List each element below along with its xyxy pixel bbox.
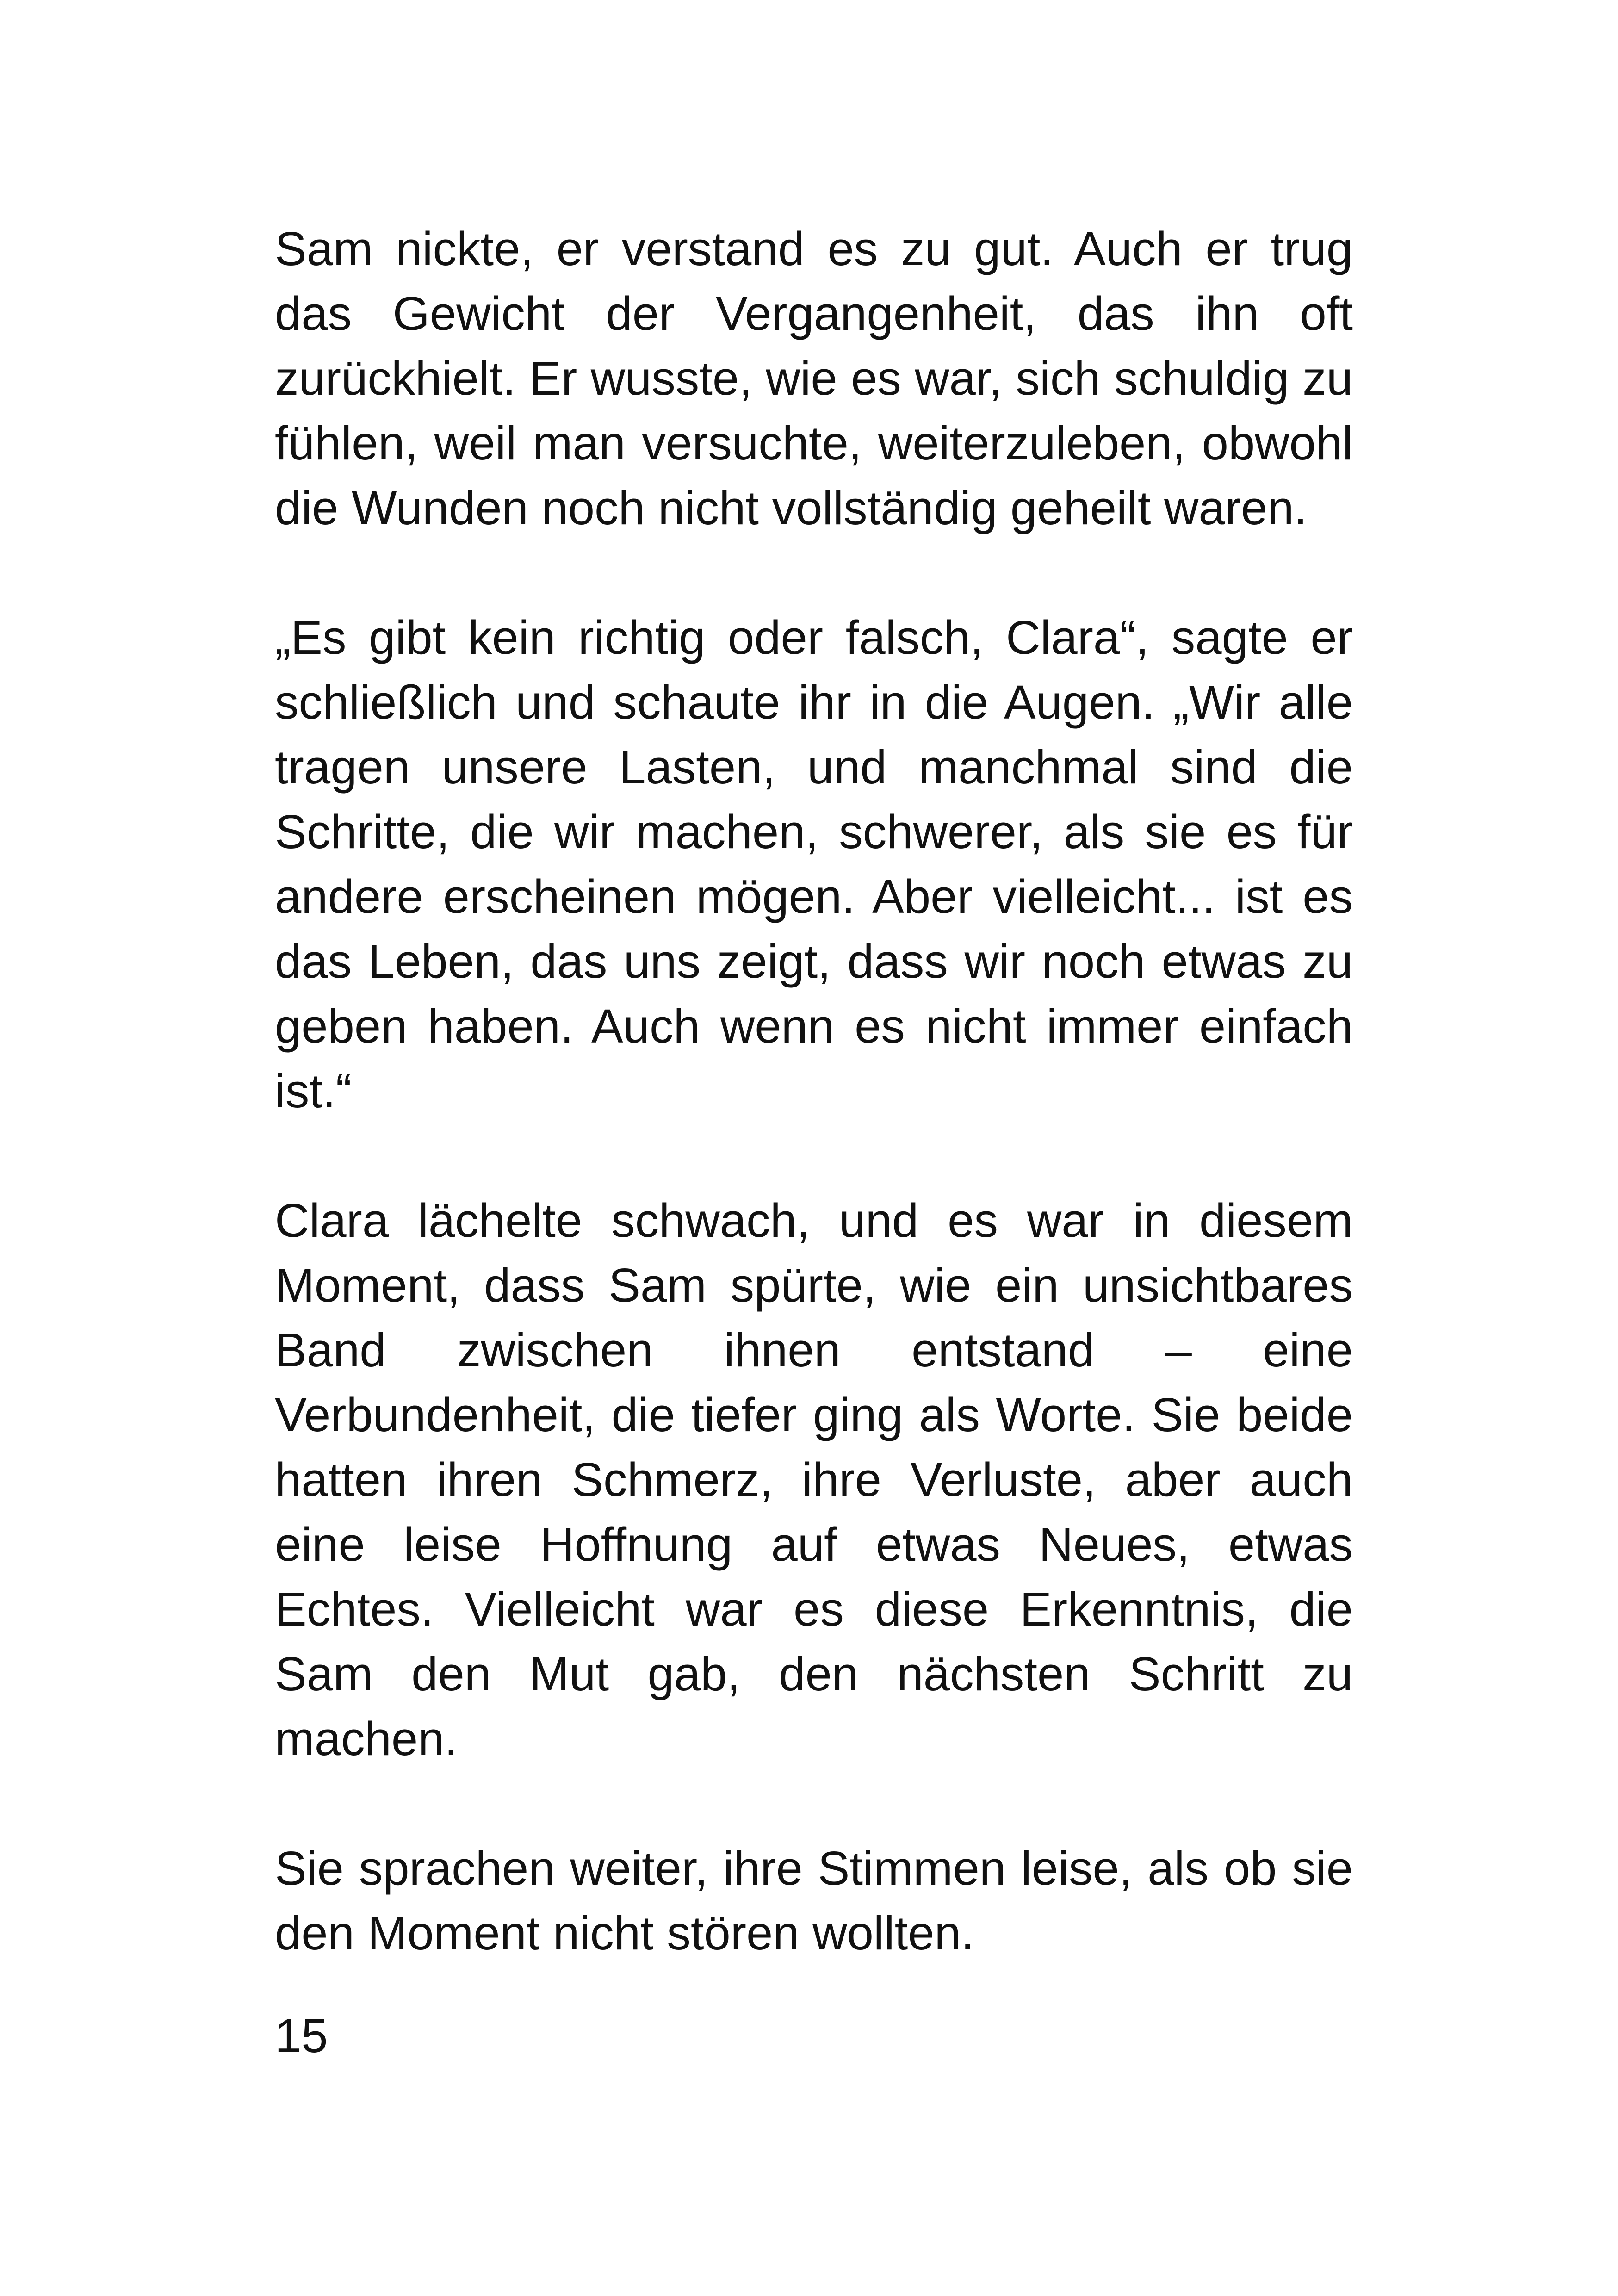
body-text (275, 217, 1353, 1966)
page-number: 15 (275, 2009, 328, 2062)
paragraph-1: Sam nickte, er verstand es zu gut. Auch er trug das Gewicht der Vergangenheit, das ihn oft zurückhielt. Er wusste, wie es war, sich schuldig zu fühlen, weil man versuchte, weiterzuleben, obwohl die Wunden noch nicht vollständig geheilt waren. (275, 222, 1353, 534)
paragraph-2: „Es gibt kein richtig oder falsch, Clara“, sagte er schließlich und schaute ihr in die Augen. „Wir alle tragen unsere Lasten, und manchmal sind die Schritte, die wir machen, schwerer, als sie es für andere erscheinen mögen. Aber vielleicht... ist es das Leben, das uns zeigt, dass wir noch etwas zu geben haben. Auch wenn es nicht immer einfach ist.“ (275, 611, 1353, 1117)
paragraph-3: Clara lächelte schwach, und es war in diesem Moment, dass Sam spürte, wie ein unsichtbares Band zwischen ihnen entstand – eine Verbundenheit, die tiefer ging als Worte. Sie beide hatten ihren Schmerz, ihre Verluste, aber auch eine leise Hoffnung auf etwas Neues, etwas Echtes. Vielleicht war es diese Erkenntnis, die Sam den Mut gab, den nächsten Schritt zu machen. (275, 1194, 1353, 1765)
paragraph-4: Sie sprachen weiter, ihre Stimmen leise, als ob sie den Moment nicht stören wollten. (275, 1842, 1353, 1960)
